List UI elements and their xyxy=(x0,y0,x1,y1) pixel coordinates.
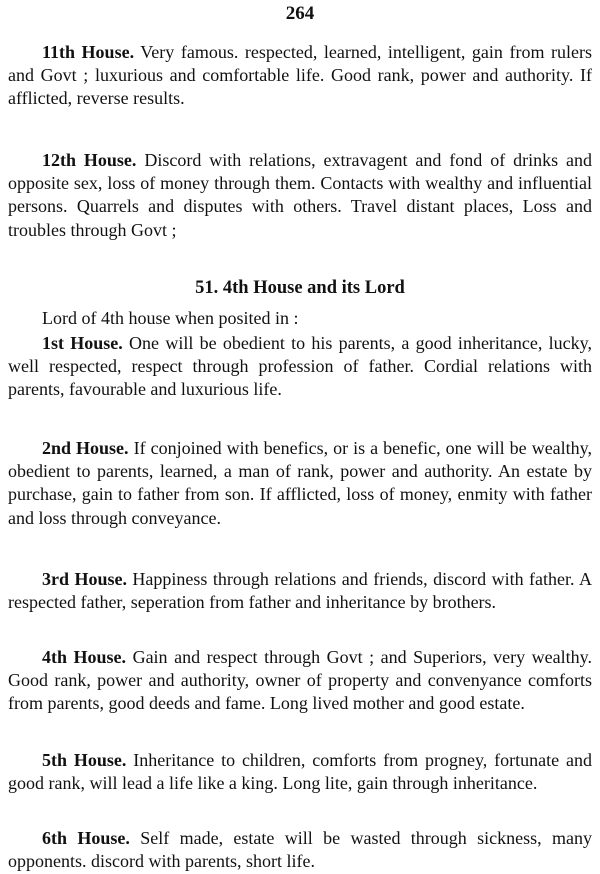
entry-heading: 6th House. xyxy=(42,828,130,848)
entry-heading: 12th House. xyxy=(42,150,137,170)
entry-text: Very famous. respected, learned, intelligent, gain from rulers and Govt ; luxurious and comfortable life. Good rank, power and authority. If afflicted, reverse results. xyxy=(8,42,592,109)
page-number: 264 xyxy=(285,3,315,24)
entry-12th-house xyxy=(8,149,592,242)
entry-text: Self made, estate will be wasted through sickness, many opponents. discord with parents, short life. xyxy=(8,828,592,872)
entry-heading: 5th House. xyxy=(42,750,127,770)
entry-2nd-house xyxy=(8,437,592,530)
entry-text: Gain and respect through Govt ; and Superiors, very wealthy. Good rank, power and authority, owner of property and convenyance comforts from parents, good deeds and fame. Long lived mother and good estate. xyxy=(8,647,592,714)
entry-3rd-house xyxy=(8,568,592,614)
entry-heading: 3rd House. xyxy=(42,569,127,589)
entry-heading: 4th House. xyxy=(42,647,127,667)
entry-text: Happiness through relations and friends, discord with father. A respected father, seperation from father and inheritance by brothers. xyxy=(8,569,592,613)
entry-4th-house xyxy=(8,646,592,716)
entry-heading: 1st House. xyxy=(42,333,123,353)
entry-heading: 11th House. xyxy=(42,42,135,62)
entry-text: If conjoined with benefics, or is a benefic, one will be wealthy, obedient to parents, learned, a man of rank, power and authority. An estate by purchase, gain to father from son. If afflicted, loss of money, enmity with father and loss through conveyance. xyxy=(8,438,593,528)
entry-text: Discord with relations, extravagent and fond of drinks and opposite sex, loss of money through them. Contacts with wealthy and influential persons. Quarrels and disputes with others. Travel distant places, Loss and troubles through Govt ; xyxy=(8,150,592,240)
entry-text: One will be obedient to his parents, a good inheritance, lucky, well respected, respect through profession of father. Cordial relations with parents, favourable and luxurious life. xyxy=(8,333,592,400)
entry-text: Inheritance to children, comforts from progney, fortunate and good rank, will lead a life like a king. Long lite, gain through inheritance. xyxy=(8,750,593,794)
entry-6th-house xyxy=(8,827,592,873)
section-heading: 51. 4th House and its Lord xyxy=(195,278,405,298)
entry-heading: 2nd House. xyxy=(42,438,129,458)
section-intro: Lord of 4th house when posited in : xyxy=(42,308,299,328)
entry-1st-house xyxy=(8,332,592,402)
entry-11th-house xyxy=(8,41,592,111)
entry-5th-house xyxy=(8,749,592,795)
